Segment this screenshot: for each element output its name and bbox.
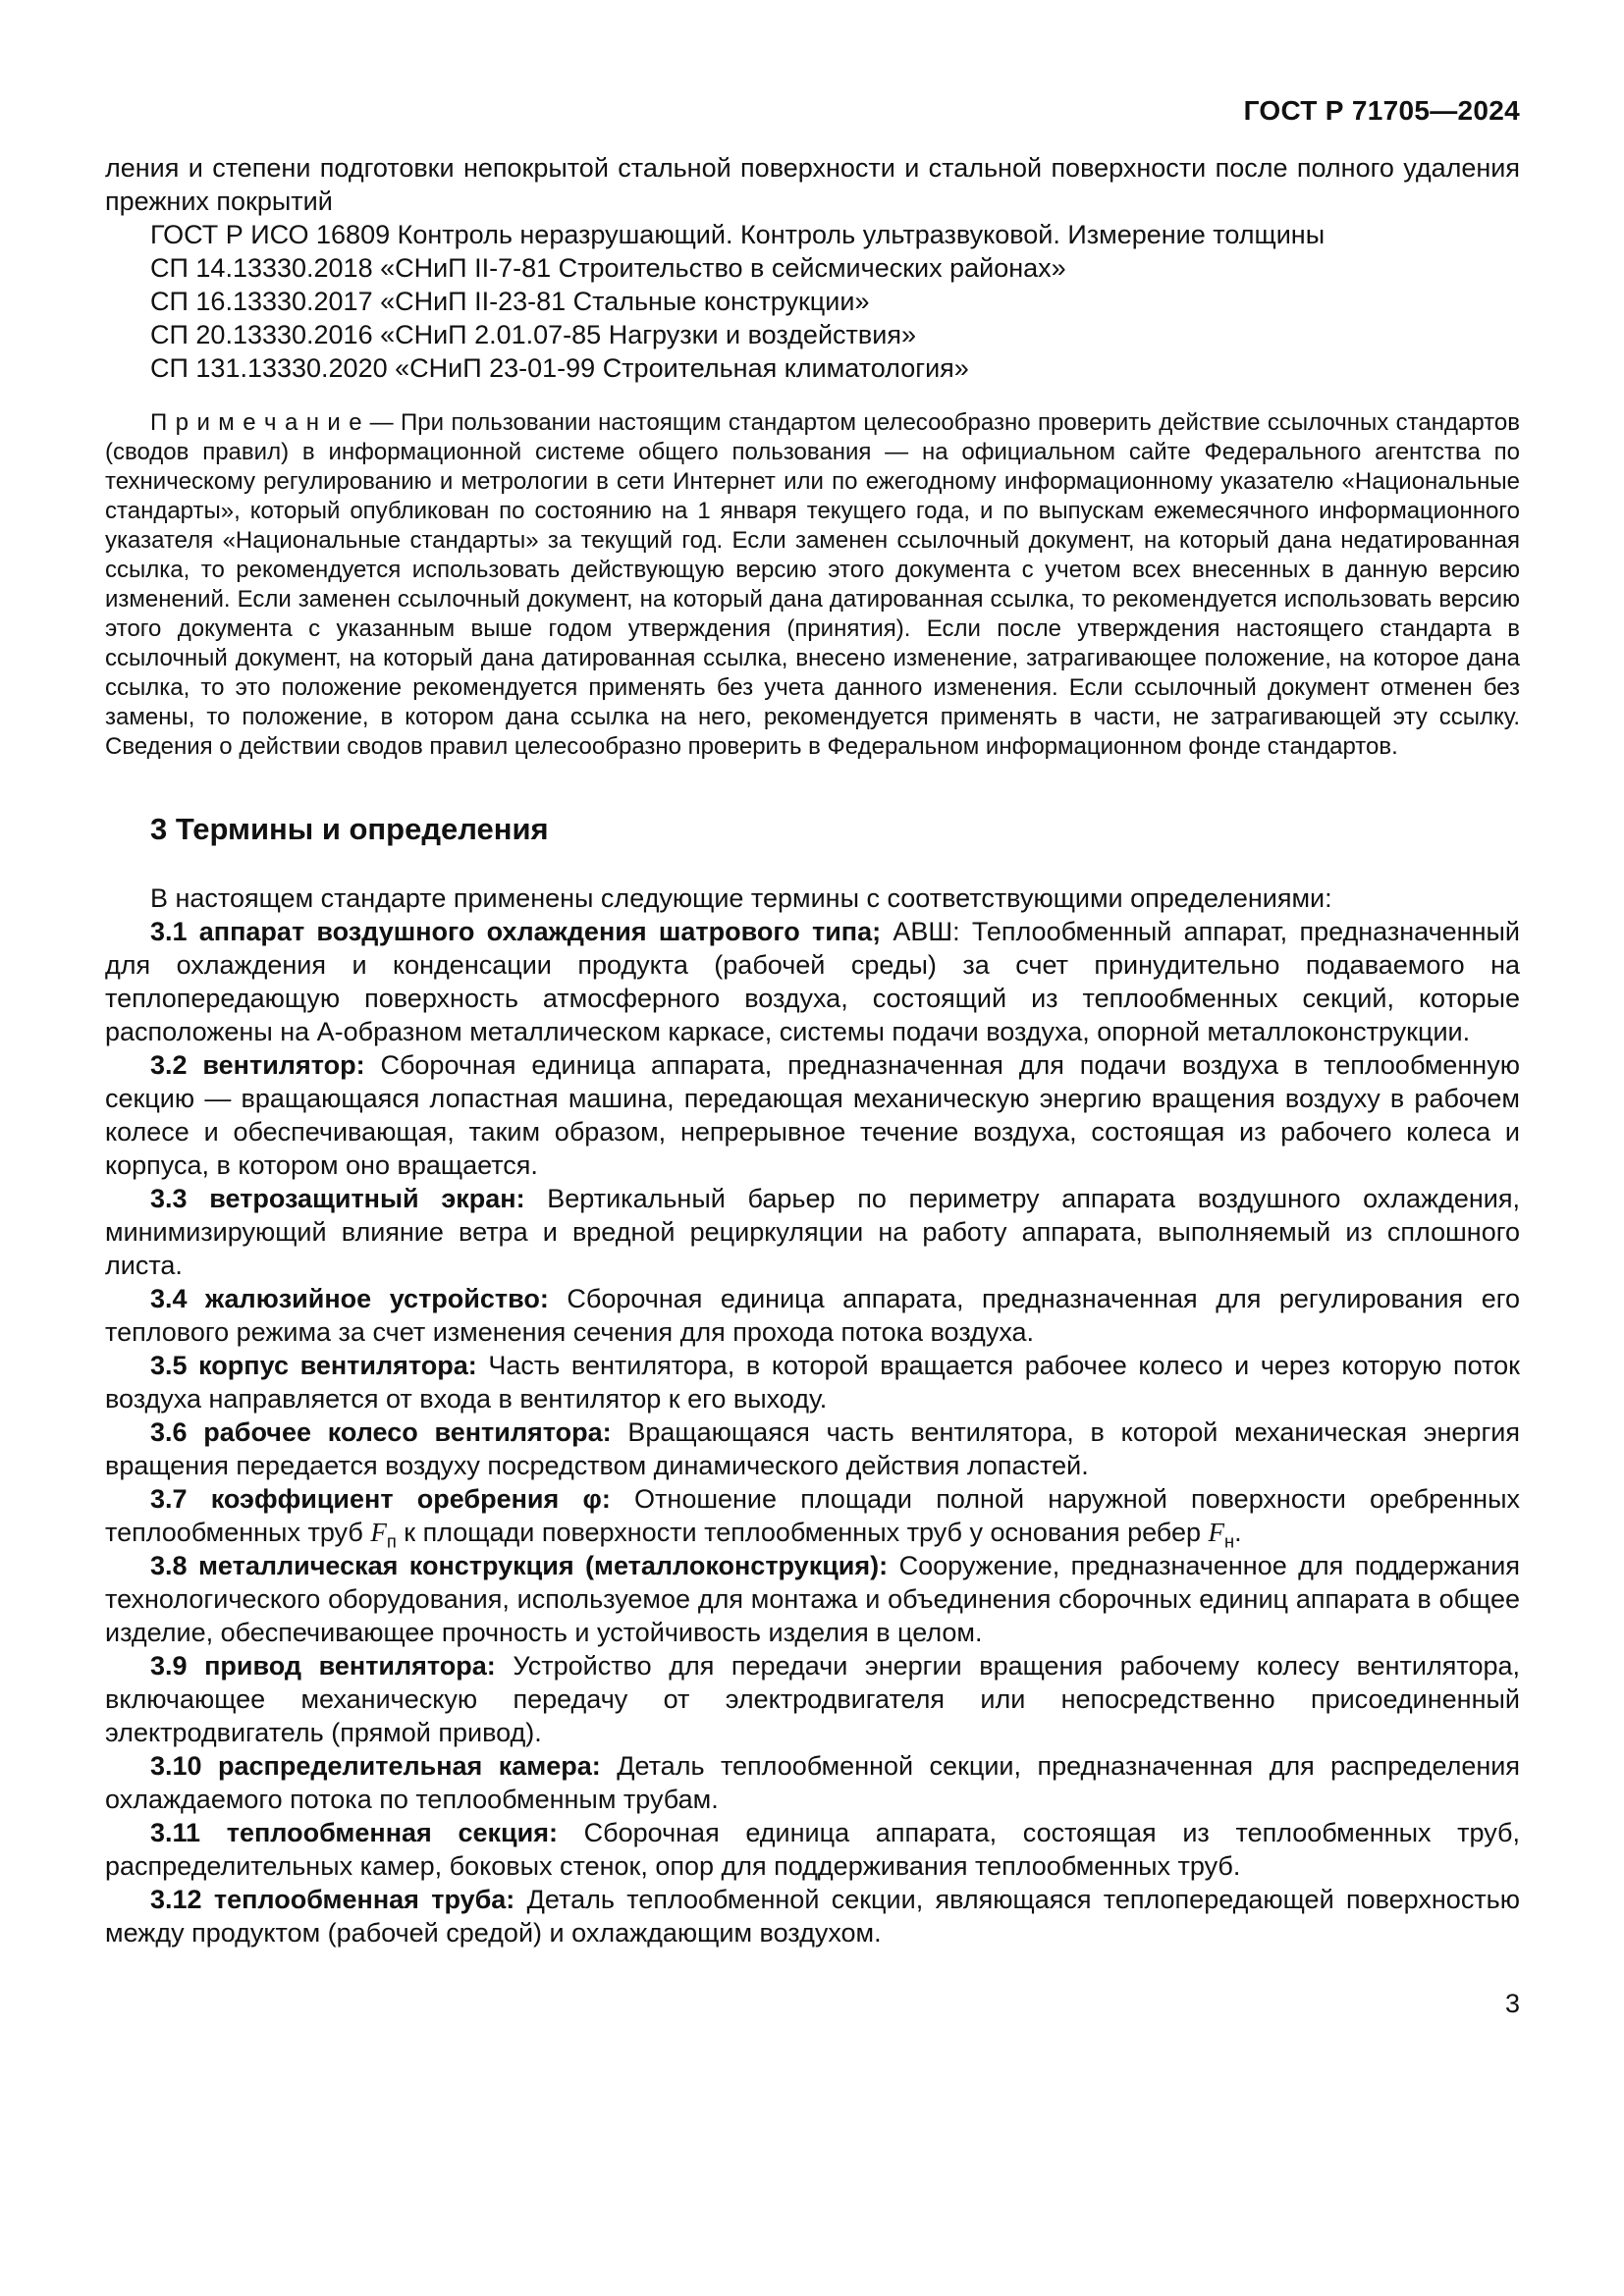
page-number: 3 xyxy=(1504,1989,1520,2018)
document-code: ГОСТ Р 71705—2024 xyxy=(1243,95,1520,126)
reference-item: СП 131.13330.2020 «СНиП 23-01-99 Строительная климатология» xyxy=(150,353,969,383)
term-name: 3.11 теплообменная секция: xyxy=(150,1818,558,1847)
term-definition-3-4 xyxy=(105,1282,1520,1349)
reference-item: СП 16.13330.2017 «СНиП II-23-81 Стальные конструкции» xyxy=(150,287,870,316)
term-definition-text: Вертикальный барьер по периметру аппарата воздушного охлаждения, минимизирующий влияние ветра и вредной рециркуляции на работу аппарата, выполняемый из сплошного листа. xyxy=(105,1184,1521,1280)
term-name: 3.3 ветрозащитный экран: xyxy=(150,1184,525,1213)
term-definition-text: Сооружение, предназначенное для поддержания технологического оборудования, используемое для монтажа и объединения сборочных единиц аппарата в общее изделие, обеспечивающее прочность и устойчивость изделия в целом. xyxy=(105,1551,1520,1647)
reference-item: СП 20.13330.2016 «СНиП 2.01.07-85 Нагрузки и воздействия» xyxy=(150,320,916,349)
term-definition-text: Устройство для передачи энергии вращения рабочему колесу вентилятора, включающее механическую передачу от электродвигателя или непосредственно присоединенный электродвигатель (прямой привод). xyxy=(105,1651,1520,1747)
term-definition-3-11 xyxy=(105,1816,1520,1883)
term-definition-text: Часть вентилятора, в которой вращается рабочее колесо и через которую поток воздуха направляется от входа в вентилятор к его выходу. xyxy=(105,1351,1520,1414)
term-definition-text: . xyxy=(1234,1518,1242,1547)
terms-lead: В настоящем стандарте применены следующие термины с соответствующими определениями: xyxy=(150,883,1332,913)
term-name: 3.6 рабочее колесо вентилятора: xyxy=(150,1417,612,1447)
term-name: 3.2 вентилятор: xyxy=(150,1050,365,1080)
term-name: 3.9 привод вентилятора: xyxy=(150,1651,496,1681)
note-label: П р и м е ч а н и е xyxy=(150,409,363,436)
formula-variable-Fn: F xyxy=(1208,1518,1224,1547)
term-definition-3-6 xyxy=(105,1415,1520,1482)
term-definition-text: Сборочная единица аппарата, предназначенная для подачи воздуха в теплообменную секцию — вращающаяся лопастная машина, передающая механическую энергию вращения воздуху в рабочем колесе и обеспечивающая, таким образом, непрерывное течение воздуха, состоящая из рабочего колеса и корпуса, в котором оно вращается. xyxy=(105,1050,1520,1180)
term-definition-text: Деталь теплообменной секции, предназначенная для распределения охлаждаемого потока по теплообменным трубам. xyxy=(105,1751,1520,1814)
formula-subscript-p: п xyxy=(386,1530,397,1552)
term-definition-3-5 xyxy=(105,1349,1520,1415)
note-text: При пользовании настоящим стандартом целесообразно проверить действие ссылочных стандартов (сводов правил) в информационной системе общего пользования — на официальном сайте Федерального агентства по техническому регулированию и метрологии в сети Интернет или по ежегодному информационному указателю «Национальные стандарты», который опубликован по состоянию на 1 января текущего года, и по выпускам ежемесячного информационного указателя «Национальные стандарты» за текущий год. Если заменен ссылочный документ, на который дана недатированная ссылка, то рекомендуется использовать действующую версию этого документа с учетом всех внесенных в данную версию изменений. Если заменен ссылочный документ, на который дана датированная ссылка, то рекомендуется использовать версию этого документа с указанным выше годом утверждения (принятия). Если после утверждения настоящего стандарта в ссылочный документ, на который дана датированная ссылка, внесено изменение, затрагивающее положение, на которое дана ссылка, то это положение рекомендуется применять без учета данного изменения. Если ссылочный документ отменен без замены, то положение, в котором дана ссылка на него, рекомендуется применять в части, не затрагивающей эту ссылку. Сведения о действии сводов правил целесообразно проверить в Федеральном информационном фонде стандартов. xyxy=(105,409,1520,760)
continuation-paragraph: ления и степени подготовки непокрытой стальной поверхности и стальной поверхности после полного удаления прежних покрытий xyxy=(105,153,1520,216)
references-list xyxy=(105,218,1520,385)
term-name: 3.5 корпус вентилятора: xyxy=(150,1351,477,1380)
term-name: 3.4 жалюзийное устройство: xyxy=(150,1284,549,1313)
note-paragraph xyxy=(105,408,1520,762)
term-name: 3.8 металлическая конструкция (металлоконструкция): xyxy=(150,1551,889,1580)
formula-variable-Fp: F xyxy=(370,1518,387,1547)
term-definition-3-2 xyxy=(105,1048,1520,1182)
term-definition-3-10 xyxy=(105,1749,1520,1816)
term-definition-3-8 xyxy=(105,1549,1520,1649)
term-definition-text: Вращающаяся часть вентилятора, в которой механическая энергия вращения передается воздуху посредством динамического действия лопастей. xyxy=(105,1417,1520,1480)
term-definition-text: Деталь теплообменной секции, являющаяся теплопередающей поверхностью между продуктом (рабочей средой) и охлаждающим воздухом. xyxy=(105,1885,1520,1948)
term-definition-text: Сборочная единица аппарата, предназначенная для регулирования его теплового режима за счет изменения сечения для прохода потока воздуха. xyxy=(105,1284,1520,1347)
term-definition-3-7 xyxy=(105,1482,1520,1552)
term-definition-text: Сборочная единица аппарата, состоящая из теплообменных труб, распределительных камер, боковых стенок, опор для поддерживания теплообменных труб. xyxy=(105,1818,1521,1881)
term-definition-text: АВШ: Теплообменный аппарат, предназначенный для охлаждения и конденсации продукта (рабочей среды) за счет принудительно подаваемого на теплопередающую поверхность атмосферного воздуха, состоящий из теплообменных секций, которые расположены на А-образном металлическом каркасе, системы подачи воздуха, опорной металлоконструкции. xyxy=(105,917,1520,1046)
term-definition-3-9 xyxy=(105,1649,1520,1749)
term-definition-3-12 xyxy=(105,1883,1520,1949)
term-definition-3-3 xyxy=(105,1182,1520,1282)
term-definition-text: к площади поверхности теплообменных труб у основания ребер xyxy=(396,1518,1209,1547)
term-definition-3-1 xyxy=(105,915,1520,1048)
note-dash: — xyxy=(369,409,394,436)
page-footer xyxy=(105,1987,1520,2020)
term-definition-text: Отношение площади полной наружной поверхности оребренных теплообменных труб xyxy=(105,1484,1520,1547)
reference-item: СП 14.13330.2018 «СНиП II-7-81 Строительство в сейсмических районах» xyxy=(150,253,1066,283)
term-name: 3.12 теплообменная труба: xyxy=(150,1885,515,1914)
section-heading: 3 Термины и определения xyxy=(150,812,549,846)
term-name: 3.1 аппарат воздушного охлаждения шатрового типа; xyxy=(150,917,882,946)
reference-item: ГОСТ Р ИСО 16809 Контроль неразрушающий. Контроль ультразвуковой. Измерение толщины xyxy=(150,220,1326,249)
formula-subscript-n: н xyxy=(1224,1530,1235,1552)
term-name: 3.7 коэффициент оребрения φ: xyxy=(150,1484,611,1514)
page-content xyxy=(105,94,1520,2020)
term-name: 3.10 распределительная камера: xyxy=(150,1751,601,1781)
